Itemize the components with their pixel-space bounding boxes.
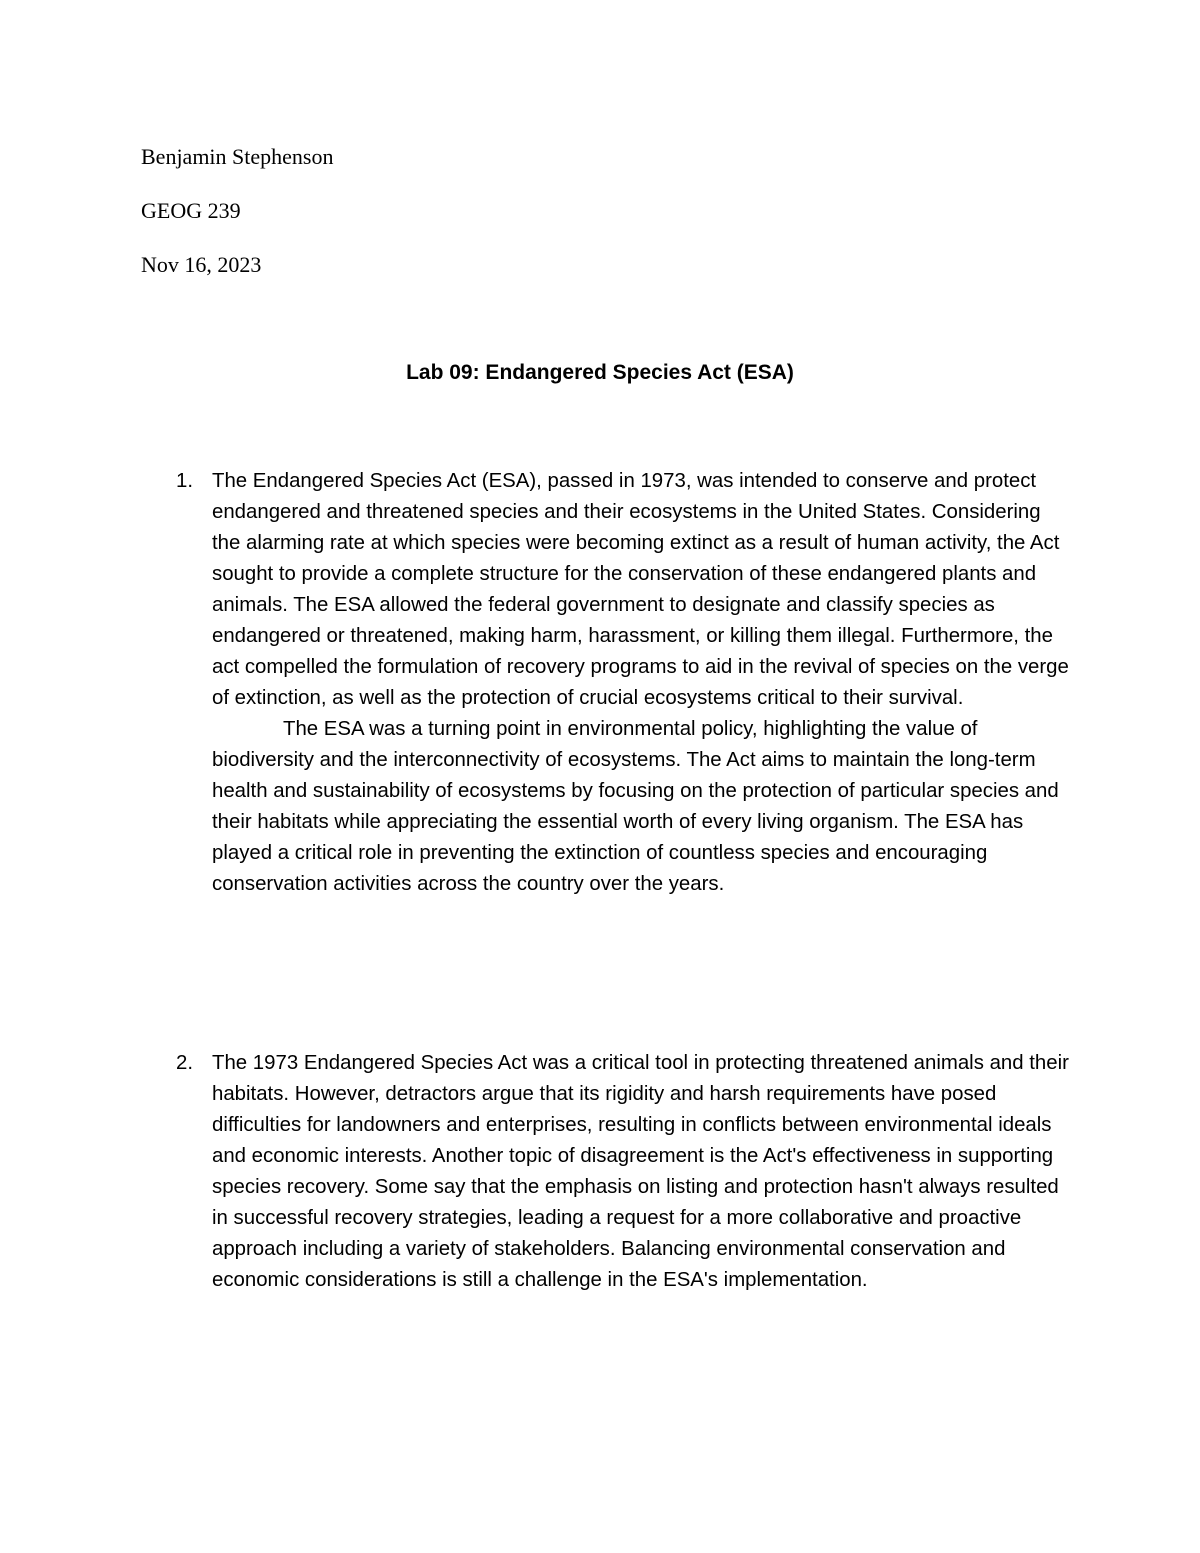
answer-paragraph: The 1973 Endangered Species Act was a critical tool in protecting threatened animals and their habitats. However, detractors argue that its rigidity and harsh requirements have posed difficulties for landowners and enterprises, resulting in conflicts between environmental ideals and economic interests. Another topic of disagreement is the Act's effectiveness in supporting species recovery. Some say that the emphasis on listing and protection hasn't always resulted in successful recovery strategies, leading a request for a more collaborative and proactive approach including a variety of stakeholders. Balancing environmental conservation and economic considerations is still a challenge in the ESA's implementation. [212,1052,1069,1291]
answer-paragraph: The Endangered Species Act (ESA), passed in 1973, was intended to conserve and protect endangered and threatened species and their ecosystems in the United States. Considering the alarming rate at which species were becoming extinct as a result of human activity, the Act sought to provide a complete structure for the conservation of these endangered plants and animals. The ESA allowed the federal government to designate and classify species as endangered or threatened, making harm, harassment, or killing them illegal. Furthermore, the act compelled the formulation of recovery programs to aid in the revival of species on the verge of extinction, as well as the protection of crucial ecosystems critical to their survival. [212,470,1069,709]
answer-paragraph: The ESA was a turning point in environmental policy, highlighting the value of biodiversity and the interconnectivity of ecosystems. The Act aims to maintain the long-term health and sustainability of ecosystems by focusing on the protection of particular species and their habitats while appreciating the essential worth of every living organism. The ESA has played a critical role in preventing the extinction of countless species and encouraging conservation activities across the country over the years. [212,718,1059,895]
course-code: GEOG 239 [141,198,241,223]
author-name: Benjamin Stephenson [141,144,334,169]
answer-number: 1. [176,470,194,492]
answer-item-2 [176,1048,1072,1296]
answer-number: 2. [176,1052,194,1074]
answer-item-1 [176,466,1072,900]
submission-date: Nov 16, 2023 [141,252,262,277]
document-title: Lab 09: Endangered Species Act (ESA) [406,361,794,384]
